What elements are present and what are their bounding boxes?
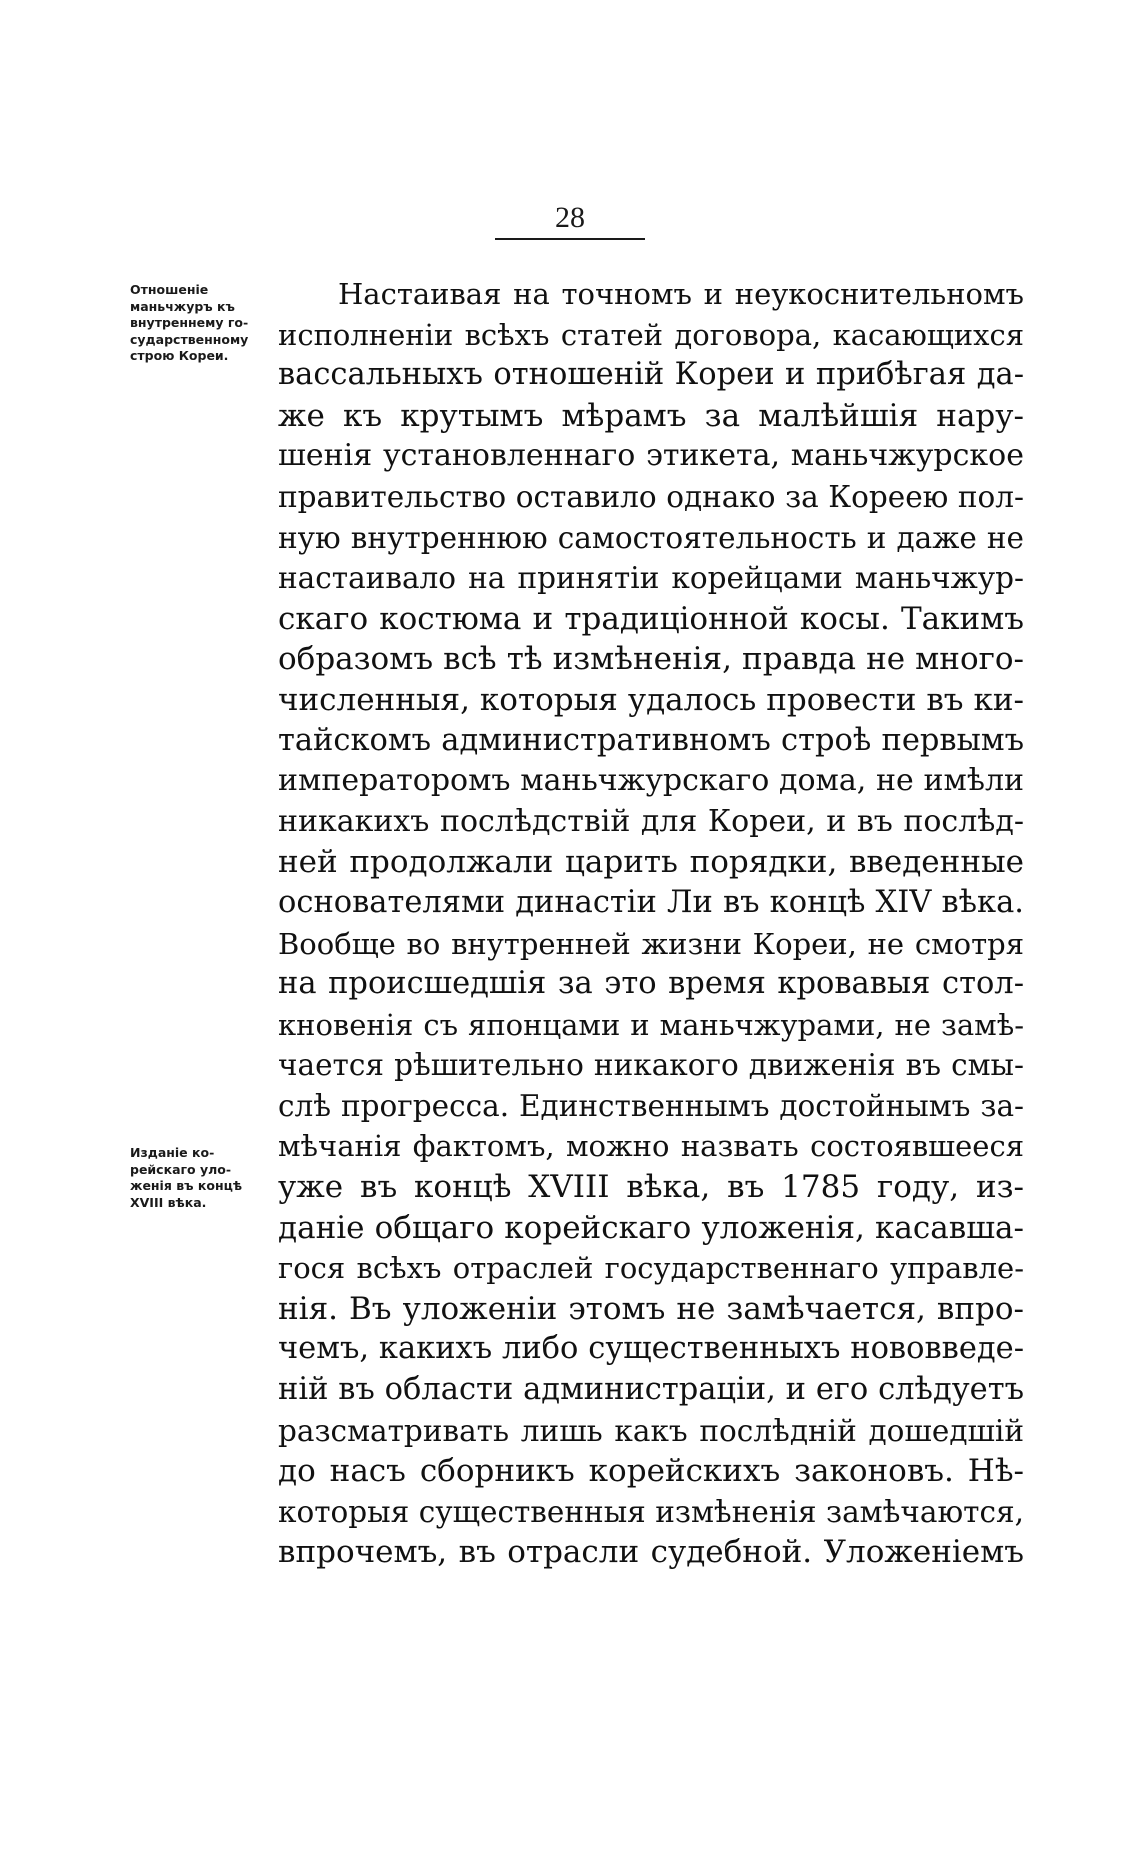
body-line: даніе общаго корейскаго уложенія, касавша- (278, 1209, 1024, 1246)
body-line: слѣ прогресса. Единственнымъ достойнымъ за- (278, 1088, 1024, 1123)
margin-note-line: рейскаго уло- (130, 1161, 232, 1177)
body-line: впрочемъ, въ отрасли судебной. Уложеніемъ (278, 1534, 1024, 1571)
margin-note-korean-code (130, 1145, 270, 1211)
body-line: же къ крутымъ мѣрамъ за малѣйшія нару- (278, 397, 1024, 434)
body-line: которыя существенныя измѣненія замѣчаются, (278, 1494, 1024, 1529)
margin-note-line: Отношеніе (130, 282, 209, 297)
body-line: основателями династіи Ли въ концѣ XIV вѣка. (278, 884, 1024, 920)
body-line: скаго костюма и традиціонной косы. Такимъ (278, 600, 1024, 637)
body-line: кновенія съ японцами и маньчжурами, не замѣ- (278, 1007, 1024, 1042)
body-line: никакихъ послѣдствій для Кореи, и въ послѣд- (278, 803, 1024, 839)
margin-note-manchu-relations (130, 282, 270, 365)
body-line: мѣчанія фактомъ, можно назвать состоявшееся (278, 1129, 1024, 1164)
body-line: императоромъ маньчжурскаго дома, не имѣли (278, 763, 1024, 799)
body-line: шенія установленнаго этикета, маньчжурское (278, 438, 1024, 474)
margin-note-line: маньчжуръ къ (130, 298, 235, 314)
body-line: чемъ, какихъ либо существенныхъ нововведе- (278, 1331, 1024, 1367)
body-line: гося всѣхъ отраслей государственнаго управле- (278, 1251, 1024, 1286)
body-line: Настаивая на точномъ и неукоснительномъ (338, 277, 1024, 311)
page-number: 28 (555, 201, 585, 234)
margin-note-line: сударственному (130, 331, 249, 347)
body-line: Вообще во внутренней жизни Кореи, не смотря (278, 926, 1024, 961)
body-line: образомъ всѣ тѣ измѣненія, правда не много- (278, 641, 1024, 678)
body-line: ную внутреннюю самостоятельность и даже не (278, 520, 1024, 555)
header-rule (495, 238, 645, 240)
body-line: правительство оставило однако за Кореею пол- (278, 479, 1024, 514)
body-line: настаивало на принятіи корейцами маньчжур- (278, 561, 1024, 596)
body-line: чается рѣшительно никакого движенія въ смы- (278, 1048, 1024, 1083)
body-line: до насъ сборникъ корейскихъ законовъ. Нѣ- (278, 1453, 1024, 1490)
margin-note-line: строю Кореи. (130, 348, 229, 363)
body-line: ней продолжали царить порядки, введенные (278, 844, 1024, 881)
body-line: численныя, которыя удалось провести въ ки- (278, 681, 1024, 718)
body-line: тайскомъ административномъ строѣ первымъ (278, 722, 1024, 758)
body-line: исполненіи всѣхъ статей договора, касающихся (278, 317, 1024, 352)
body-line: вассальныхъ отношеній Кореи и прибѣгая да- (278, 357, 1024, 393)
body-line: на происшедшія за это время кровавыя стол- (278, 966, 1024, 1002)
body-line: нія. Въ уложеніи этомъ не замѣчается, впро- (278, 1290, 1024, 1327)
body-line: уже въ концѣ XVIII вѣка, въ 1785 году, из- (278, 1169, 1024, 1206)
body-text (278, 274, 1024, 1573)
margin-note-line: XVIII вѣка. (130, 1194, 207, 1210)
body-line: разсматривать лишь какъ послѣдній дошедшій (278, 1413, 1024, 1448)
body-line: ній въ области администраціи, и его слѣдуетъ (278, 1372, 1024, 1408)
margin-note-line: внутреннему го- (130, 315, 249, 330)
margin-note-line: женія въ концѣ (130, 1178, 243, 1193)
margin-note-line: Изданіе ко- (130, 1145, 215, 1160)
